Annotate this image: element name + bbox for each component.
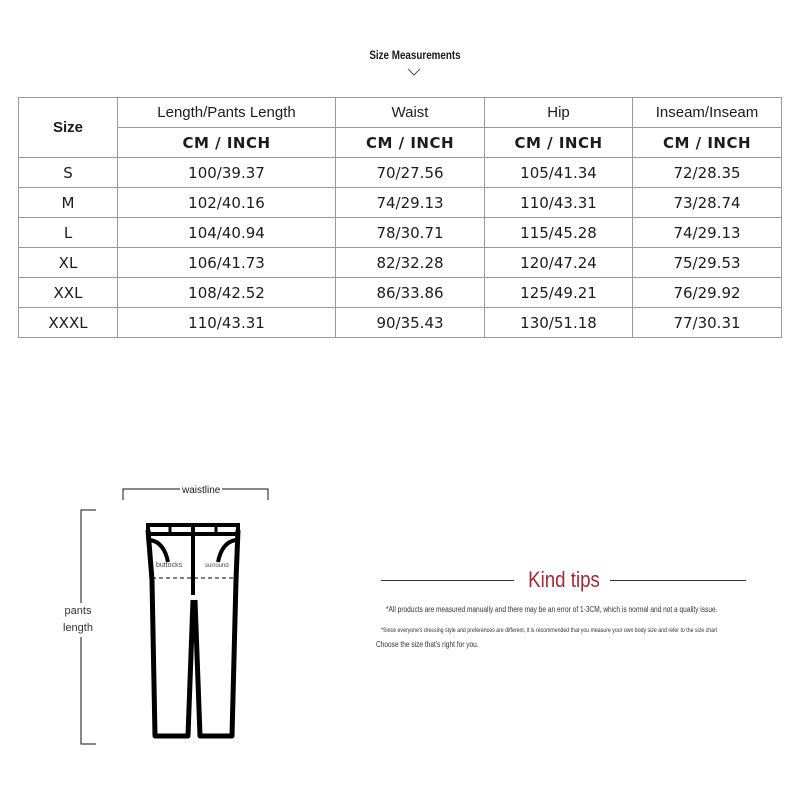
table-row	[19, 248, 782, 278]
hip-cell: 125/49.21	[485, 278, 633, 308]
pants-measurement-diagram	[60, 470, 320, 760]
inseam-column-header: Inseam/Inseam	[633, 98, 782, 128]
header-row	[19, 98, 782, 128]
length-cell: 100/39.37	[118, 158, 336, 188]
tip-choose-size: Choose the size that's right for you.	[376, 640, 479, 649]
length-column-header: Length/Pants Length	[118, 98, 336, 128]
surround-label: surround	[205, 563, 229, 569]
table-row	[19, 308, 782, 338]
table-row	[19, 218, 782, 248]
divider-right	[610, 580, 746, 581]
size-cell: XL	[19, 248, 118, 278]
hip-cell: 115/45.28	[485, 218, 633, 248]
hip-cell: 105/41.34	[485, 158, 633, 188]
hip-column-header: Hip	[485, 98, 633, 128]
inseam-cell: 75/29.53	[633, 248, 782, 278]
size-cell: L	[19, 218, 118, 248]
table-row	[19, 188, 782, 218]
table-row	[19, 158, 782, 188]
unit-label: CM / INCH	[485, 128, 633, 158]
buttocks-label: buttocks	[156, 562, 183, 569]
unit-label: CM / INCH	[633, 128, 782, 158]
waist-cell: 82/32.28	[336, 248, 485, 278]
hip-cell: 110/43.31	[485, 188, 633, 218]
size-cell: XXL	[19, 278, 118, 308]
size-cell: XXXL	[19, 308, 118, 338]
hip-cell: 130/51.18	[485, 308, 633, 338]
waist-column-header: Waist	[336, 98, 485, 128]
inseam-cell: 73/28.74	[633, 188, 782, 218]
length-cell: 108/42.52	[118, 278, 336, 308]
pants-icon	[60, 470, 320, 760]
inseam-cell: 72/28.35	[633, 158, 782, 188]
divider-left	[381, 580, 514, 581]
tip-measurement-error: *All products are measured manually and there may be an error of 1-3CM, which is normal and not a quality issue.	[386, 605, 718, 614]
tip-measure-yourself: *Since everyone's dressing style and preferences are different, it is recommended that you measure your own body size and refer to the size chart	[381, 627, 718, 634]
pants-length-label	[60, 603, 96, 637]
waist-cell: 90/35.43	[336, 308, 485, 338]
size-cell: S	[19, 158, 118, 188]
kind-tips-heading: Kind tips	[528, 567, 600, 592]
waist-cell: 78/30.71	[336, 218, 485, 248]
inseam-cell: 76/29.92	[633, 278, 782, 308]
length-cell: 102/40.16	[118, 188, 336, 218]
unit-label: CM / INCH	[118, 128, 336, 158]
kind-tips-section	[370, 565, 780, 665]
size-column-header: Size	[19, 98, 118, 158]
waist-cell: 74/29.13	[336, 188, 485, 218]
length-cell: 104/40.94	[118, 218, 336, 248]
unit-row	[19, 128, 782, 158]
page-title: Size Measurements	[369, 48, 461, 62]
size-cell: M	[19, 188, 118, 218]
waistline-label: waistline	[182, 485, 221, 496]
chevron-down-icon	[407, 66, 421, 80]
length-cell: 110/43.31	[118, 308, 336, 338]
hip-cell: 120/47.24	[485, 248, 633, 278]
size-chart-table	[18, 97, 782, 338]
table-row	[19, 278, 782, 308]
length-cell: 106/41.73	[118, 248, 336, 278]
inseam-cell: 74/29.13	[633, 218, 782, 248]
pants-length-label-line2: length	[63, 622, 93, 634]
pants-length-label-line1: pants	[64, 605, 92, 617]
waist-cell: 70/27.56	[336, 158, 485, 188]
unit-label: CM / INCH	[336, 128, 485, 158]
waist-cell: 86/33.86	[336, 278, 485, 308]
inseam-cell: 77/30.31	[633, 308, 782, 338]
